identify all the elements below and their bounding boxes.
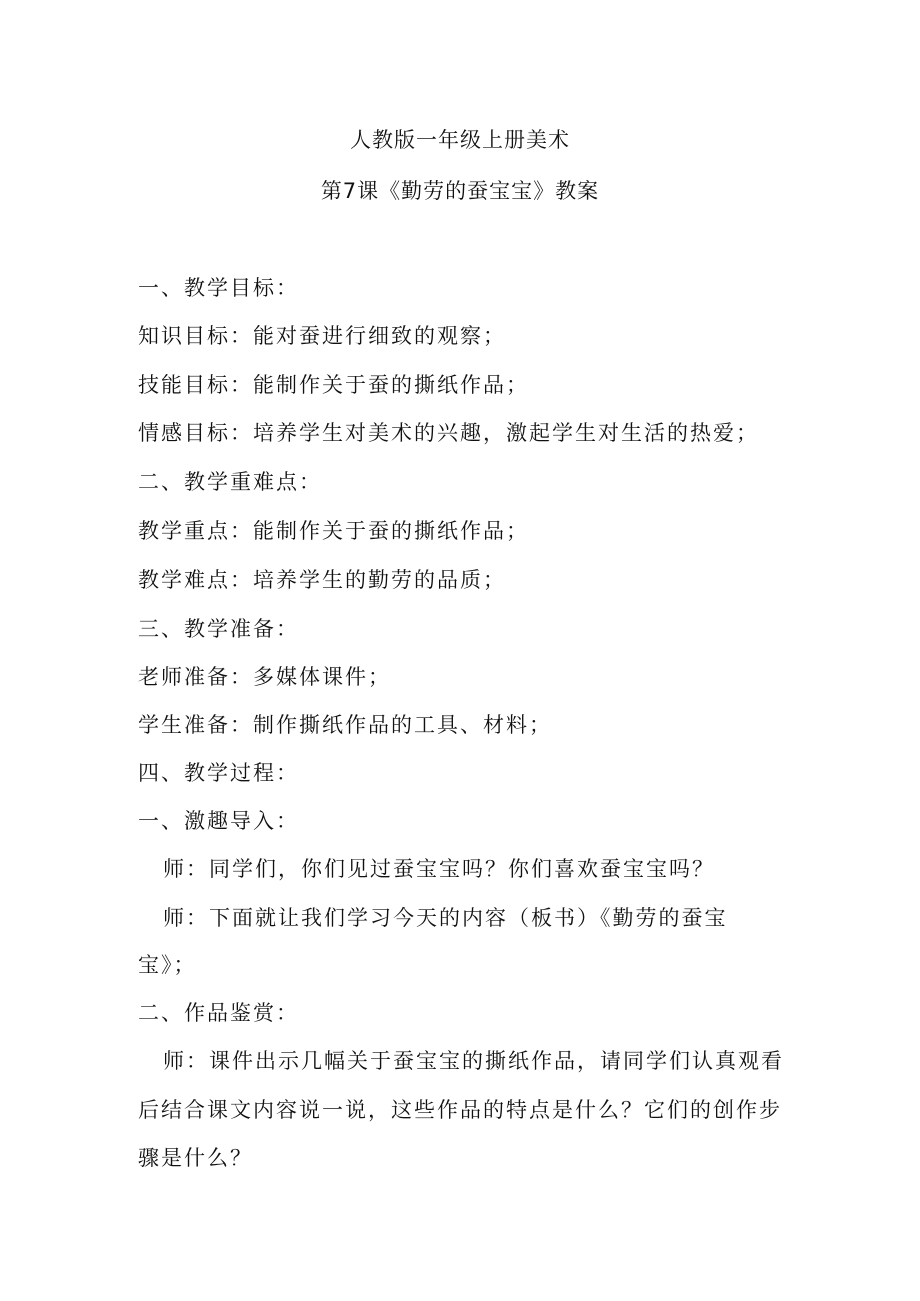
text-line: 师：同学们，你们见过蚕宝宝吗？你们喜欢蚕宝宝吗？	[163, 857, 715, 881]
text-line: 知识目标：能对蚕进行细致的观察；	[138, 324, 506, 348]
subsection-heading-intro: 一、激趣导入：	[138, 809, 299, 833]
document-title-line-1: 人教版一年级上册美术	[350, 128, 570, 152]
section-heading-objectives: 一、教学目标：	[138, 276, 299, 300]
text-line: 教学重点：能制作关于蚕的撕纸作品；	[138, 519, 529, 543]
section-heading-process: 四、教学过程：	[138, 761, 299, 785]
text-line: 宝》；	[138, 953, 197, 977]
text-line: 骤是什么？	[138, 1146, 253, 1170]
text-line: 技能目标：能制作关于蚕的撕纸作品；	[138, 373, 529, 397]
text-line: 后结合课文内容说一说，这些作品的特点是什么？它们的创作步	[138, 1098, 782, 1122]
text-line: 情感目标：培养学生对美术的兴趣，激起学生对生活的热爱；	[138, 421, 759, 445]
section-heading-preparation: 三、教学准备：	[138, 617, 299, 641]
text-line: 老师准备：多媒体课件；	[138, 665, 391, 689]
text-line: 师：课件出示几幅关于蚕宝宝的撕纸作品，请同学们认真观看	[163, 1049, 784, 1073]
section-heading-key-points: 二、教学重难点：	[138, 470, 322, 494]
text-line: 学生准备：制作撕纸作品的工具、材料；	[138, 713, 552, 737]
document-title-line-2: 第7课《勤劳的蚕宝宝》教案	[320, 179, 600, 203]
text-line: 教学难点：培养学生的勤劳的品质；	[138, 568, 506, 592]
text-line: 师：下面就让我们学习今天的内容（板书）《勤劳的蚕宝	[163, 906, 728, 930]
subsection-heading-appreciation: 二、作品鉴赏：	[138, 1001, 299, 1025]
